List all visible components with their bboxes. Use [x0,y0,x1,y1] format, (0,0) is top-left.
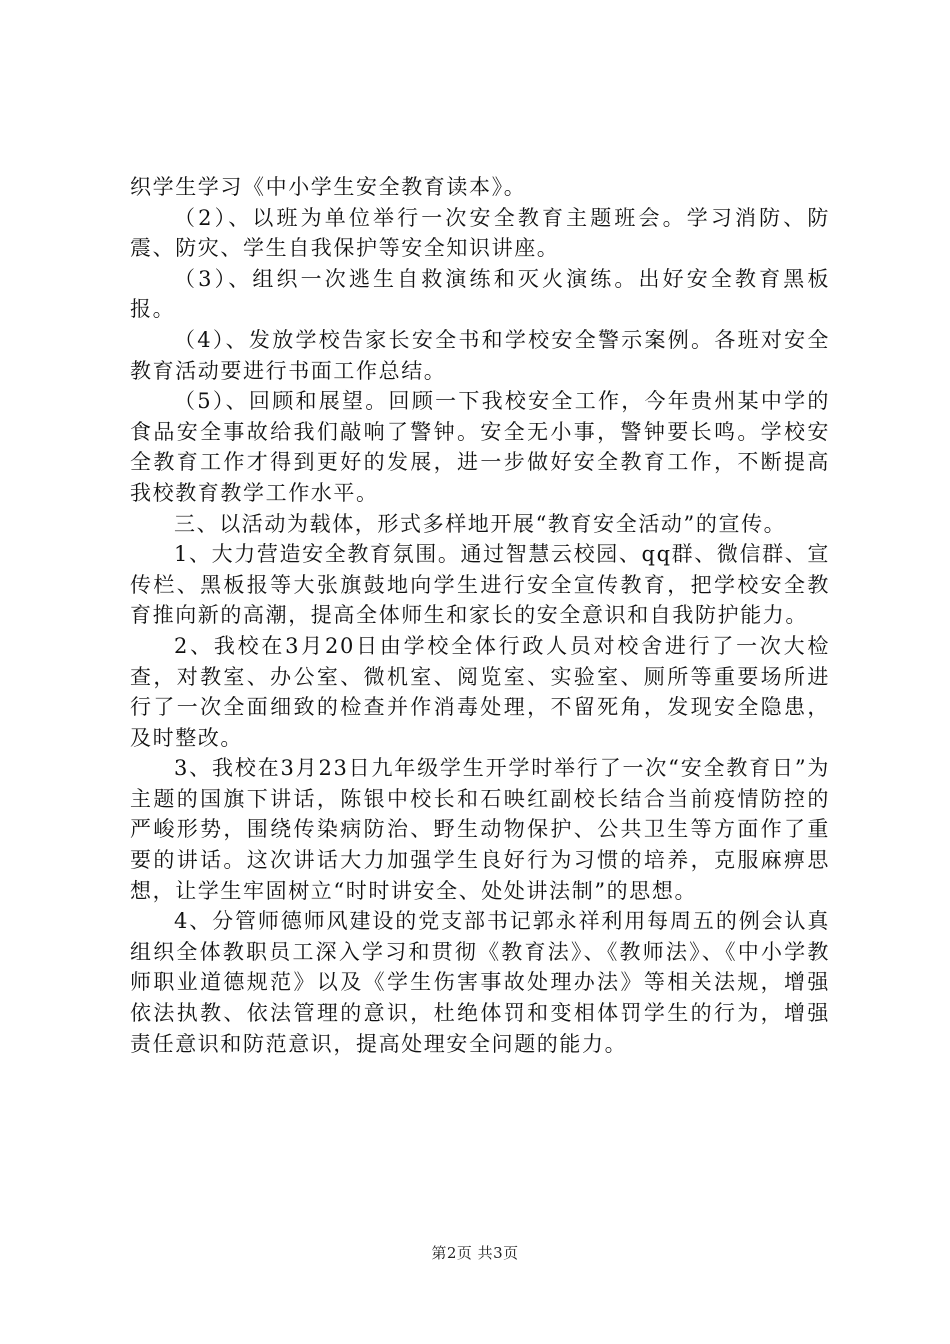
paragraph-5: （5）、回顾和展望。回顾一下我校安全工作，今年贵州某中学的食品安全事故给我们敲响了警钟。安全无小事，警钟要长鸣。学校安全教育工作才得到更好的发展，进一步做好安全教育工作，不断提高我校教育教学工作水平。 [130,389,830,505]
paragraph-4: （4）、发放学校告家长安全书和学校安全警示案例。各班对安全教育活动要进行书面工作总结。 [130,327,830,383]
paragraph-3: （3）、组织一次逃生自救演练和灭火演练。出好安全教育黑板报。 [130,266,830,322]
paragraph-8: 2、我校在3月20日由学校全体行政人员对校舍进行了一次大检查，对教室、办公室、微机室、阅览室、实验室、厕所等重要场所进行了一次全面细致的检查并作消毒处理，不留死角，发现安全隐患，及时整改。 [130,633,830,750]
paragraph-6: 三、以活动为载体，形式多样地开展“教育安全活动”的宣传。 [174,511,787,536]
paragraph-2: （2）、以班为单位举行一次安全教育主题班会。学习消防、防震、防灾、学生自我保护等安全知识讲座。 [130,205,830,261]
paragraph-1: 织学生学习《中小学生安全教育读本》。 [130,175,527,199]
page-footer [0,1242,950,1263]
document-body [130,172,830,1059]
page-number: 第2页 共3页 [431,1244,519,1262]
paragraph-9: 3、我校在3月23日九年级学生开学时举行了一次“安全教育日”为主题的国旗下讲话，陈银中校长和石映红副校长结合当前疫情防控的严峻形势，围绕传染病防治、野生动物保护、公共卫生等方面作了重要的讲话。这次讲话大力加强学生良好行为习惯的培养，克服麻痹思想，让学生牢固树立“时时讲安全、处处讲法制”的思想。 [130,756,830,903]
paragraph-7: 1、大力营造安全教育氛围。通过智慧云校园、qq群、微信群、宣传栏、黑板报等大张旗鼓地向学生进行安全宣传教育，把学校安全教育推向新的高潮，提高全体师生和家长的安全意识和自我防护能力。 [130,542,830,628]
paragraph-10: 4、分管师德师风建设的党支部书记郭永祥利用每周五的例会认真组织全体教职员工深入学习和贯彻《教育法》、《教师法》、《中小学教师职业道德规范》以及《学生伤害事故处理办法》等相关法规，增强依法执教、依法管理的意识，杜绝体罚和变相体罚学生的行为，增强责任意识和防范意识，提高处理安全问题的能力。 [130,909,830,1056]
